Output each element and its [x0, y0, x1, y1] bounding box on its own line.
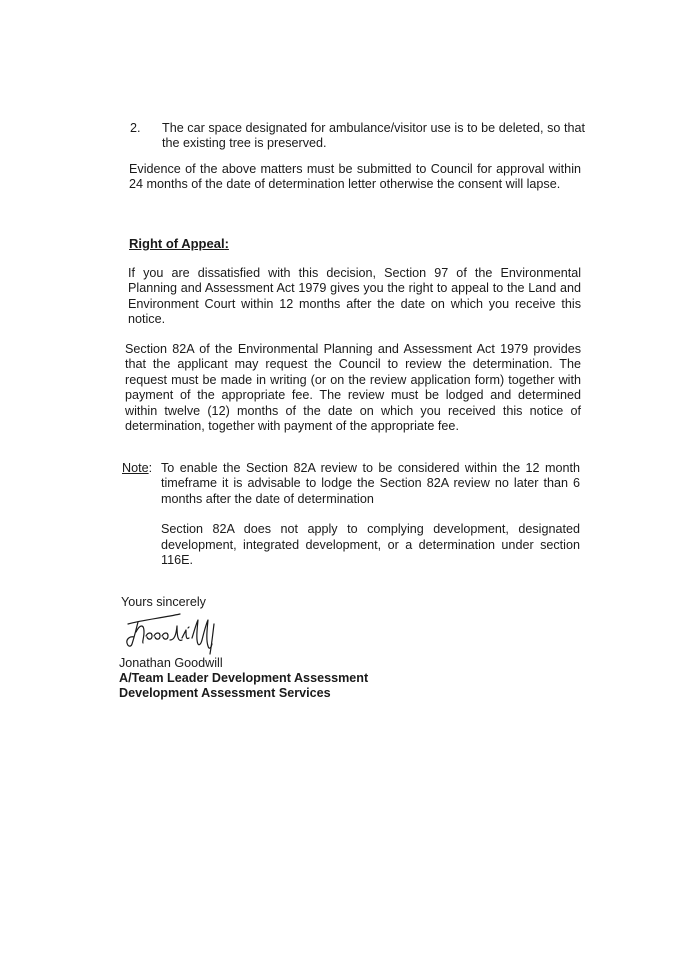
heading-text: Right of Appeal: [129, 236, 225, 251]
note-label-text: Note: [122, 461, 149, 475]
right-of-appeal-heading: [129, 236, 229, 251]
note-section: [122, 461, 580, 583]
note-label: [122, 461, 161, 583]
note-paragraph-2: Section 82A does not apply to complying development, designated development, integrated development, or a determination under section 116E.: [161, 522, 580, 568]
note-label-colon: :: [148, 461, 153, 475]
heading-colon: :: [224, 236, 229, 251]
note-body: [161, 461, 580, 583]
signatory-block: [119, 656, 368, 702]
handwritten-signature: [122, 610, 222, 658]
appeal-paragraph-1: If you are dissatisfied with this decision, Section 97 of the Environmental Planning and Assessment Act 1979 gives you the right to appeal to the Land and Environment Court within 12 months after the date on which you receive this notice.: [128, 266, 581, 327]
item-number: 2.: [130, 121, 141, 135]
signatory-name: Jonathan Goodwill: [119, 656, 223, 670]
item-text: The car space designated for ambulance/visitor use is to be deleted, so that the existing tree is preserved.: [162, 121, 585, 151]
condition-item-2: [130, 121, 585, 152]
signatory-title: A/Team Leader Development Assessment: [119, 671, 369, 686]
note-paragraph-1: To enable the Section 82A review to be considered within the 12 month timeframe it is advisable to lodge the Section 82A review no later than 6 months after the date of determination: [161, 461, 580, 506]
evidence-paragraph: Evidence of the above matters must be submitted to Council for approval within 24 months of the date of determination letter otherwise the consent will lapse.: [129, 162, 581, 192]
appeal-paragraph-2: Section 82A of the Environmental Planning and Assessment Act 1979 provides that the applicant may request the Council to review the determination. The request must be made in writing (or on the review application form) together with payment of the appropriate fee. The review must be lodged and determined within twelve (12) months of the date on which you received this notice of determination, together with payment of the appropriate fee.: [125, 342, 581, 434]
signatory-department: Development Assessment Services: [119, 686, 331, 701]
closing-salutation: Yours sincerely: [121, 595, 206, 609]
